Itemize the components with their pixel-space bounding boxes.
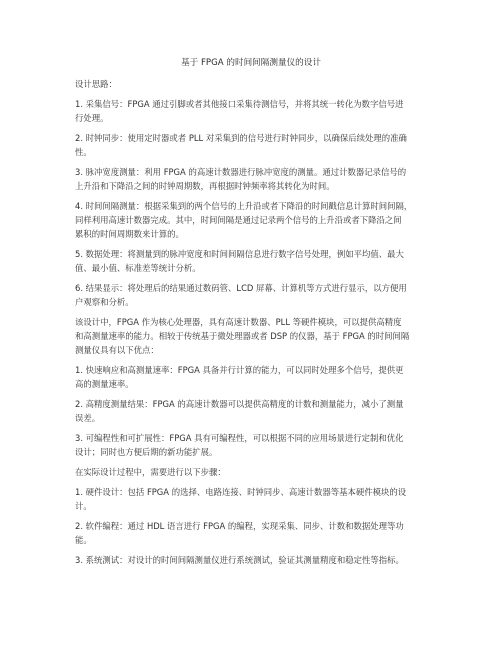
text-line: 计。 [75,501,92,511]
text-line: 户观察和分析。 [75,297,134,307]
text-line: 2. 软件编程：通过 HDL 语言进行 FPGA 的编程，实现采集、同步、计数和数据处理等功 [75,521,404,531]
text-line: 高的测量速率。 [75,379,134,389]
paragraph [75,165,435,193]
text-line: 能。 [75,535,92,545]
paragraph [75,315,435,357]
document-body [75,77,435,573]
paragraph [75,485,435,513]
text-line: 2. 高精度测量结果：FPGA 的高速计数器可以提供高精度的计数和测量能力，减小了测量 [75,399,404,409]
paragraph [75,397,435,425]
paragraph [75,363,435,391]
paragraph [75,553,435,567]
paragraph [75,199,435,241]
paragraph [75,281,435,309]
paragraph [75,247,435,275]
text-line: 性。 [75,147,92,157]
text-line: 2. 时钟同步：使用定时器或者 PLL 对采集到的信号进行时钟同步，以确保后续处理的准确 [75,133,407,143]
document-title: 基于 FPGA 的时间间隔测量仪的设计 [181,58,321,68]
text-line: 5. 数据处理：将测量到的脉冲宽度和时间间隔信息进行数字信号处理，例如平均值、最大 [75,249,404,259]
text-line: 上升沿和下降沿之间的时钟周期数，再根据时钟频率将其转化为时间。 [75,181,335,191]
text-line: 1. 硬件设计：包括 FPGA 的选择、电路连接、时钟同步、高速计数器等基本硬件模块的设 [75,487,407,497]
text-line: 设计思路： [75,79,117,89]
text-line: 同样利用高速计数器完成。其中，时间间隔是通过记录两个信号的上升沿或者下降沿之间 [75,215,402,225]
text-line: 误差。 [75,413,101,423]
text-line: 该设计中，FPGA 作为核心处理器，具有高速计数器、PLL 等硬件模块，可以提供高精度 [75,317,402,327]
text-line: 6. 结果显示：将处理后的结果通过数码管、LCD 屏幕、计算机等方式进行显示，以方便用 [75,283,407,293]
paragraph [75,131,435,159]
text-line: 3. 脉冲宽度测量：利用 FPGA 的高速计数器进行脉冲宽度的测量。通过计数器记录信号的 [75,167,407,177]
text-line: 1. 采集信号：FPGA 通过引脚或者其他接口采集待测信号，并将其统一转化为数字信号进 [75,99,404,109]
text-line: 1. 快速响应和高测量速率：FPGA 具备并行计算的能力，可以同时处理多个信号，提供更 [75,365,404,375]
text-line: 4. 时间间隔测量：根据采集到的两个信号的上升沿或者下降沿的时间戳信息计算时间间隔， [75,201,413,211]
text-line: 3. 可编程性和可扩展性：FPGA 具有可编程性，可以根据不同的应用场景进行定制和优化 [75,433,404,443]
text-line: 测量仪具有以下优点： [75,345,159,355]
paragraph [75,465,435,479]
text-line: 设计；同时也方便后期的新功能扩展。 [75,447,218,457]
text-line: 和高测量速率的能力。相较于传统基于微处理器或者 DSP 的仪器，基于 FPGA 的时间间隔 [75,331,410,341]
paragraph [75,77,435,91]
text-line: 值、最小值、标准差等统计分析。 [75,263,201,273]
paragraph [75,519,435,547]
text-line: 行处理。 [75,113,109,123]
text-line: 累积的时间周期数来计算的。 [75,229,184,239]
paragraph [75,431,435,459]
text-line: 3. 系统测试：对设计的时间间隔测量仪进行系统测试，验证其测量精度和稳定性等指标。 [75,555,404,565]
text-line: 在实际设计过程中，需要进行以下步骤： [75,467,226,477]
paragraph [75,97,435,125]
